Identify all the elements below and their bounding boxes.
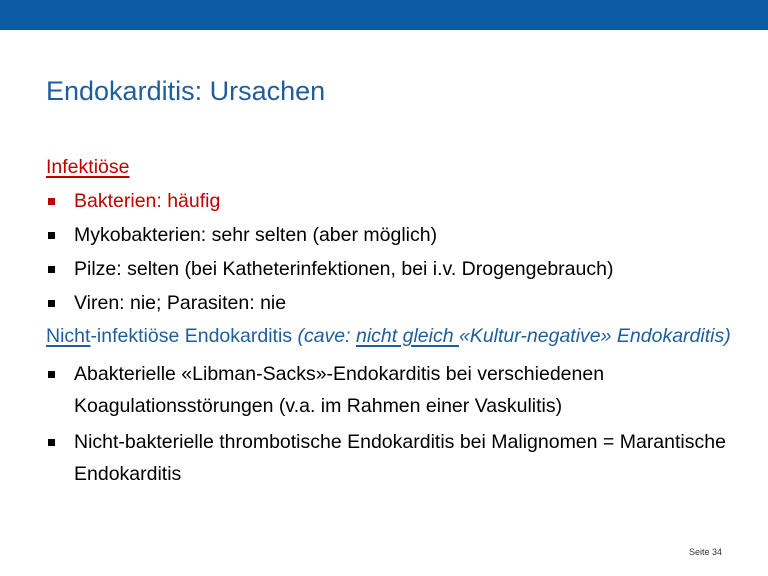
header-bar bbox=[0, 0, 768, 30]
noninfectious-causes-list bbox=[46, 358, 736, 490]
list-item-text: Viren: nie; Parasiten: nie bbox=[74, 292, 287, 314]
list-item-text: Nicht-bakterielle thrombotische Endokarditis bei Malignomen = Marantische Endokarditis bbox=[74, 431, 726, 485]
slide-title: Endokarditis: Ursachen bbox=[46, 76, 326, 106]
square-bullet-icon bbox=[48, 371, 55, 378]
list-item bbox=[46, 358, 736, 422]
square-bullet-icon bbox=[48, 439, 55, 446]
section-heading-infectious: Infektiöse bbox=[46, 156, 130, 178]
heading-note: (cave: bbox=[297, 325, 356, 347]
list-item bbox=[46, 252, 736, 286]
list-item bbox=[46, 218, 736, 252]
square-bullet-icon bbox=[48, 232, 55, 239]
heading-text: -infektiöse Endokarditis bbox=[90, 325, 298, 347]
heading-note-end: «Kultur-negative» Endokarditis) bbox=[458, 325, 731, 347]
list-item bbox=[46, 286, 736, 320]
list-item-text: Pilze: selten (bei Katheterinfektionen, bei i.v. Drogengebrauch) bbox=[74, 258, 614, 280]
infectious-causes-list bbox=[46, 184, 736, 320]
list-item-text: Abakterielle «Libman-Sacks»-Endokarditis bei verschiedenen Koagulationsstörungen (v.a. im Rahmen einer Vaskulitis) bbox=[74, 363, 605, 417]
section-heading-noninfectious bbox=[46, 321, 736, 352]
list-item bbox=[46, 184, 736, 218]
list-item bbox=[46, 426, 736, 490]
page-number: Seite 34 bbox=[688, 547, 722, 557]
square-bullet-icon bbox=[48, 300, 55, 307]
list-item-text: Bakterien: häufig bbox=[74, 190, 221, 212]
list-item-text: Mykobakterien: sehr selten (aber möglich) bbox=[74, 224, 438, 246]
square-bullet-icon bbox=[48, 266, 55, 273]
heading-underlined-word: Nicht bbox=[46, 325, 91, 347]
slide-content bbox=[46, 150, 736, 490]
heading-note-underlined: nicht gleich bbox=[356, 325, 459, 347]
square-bullet-icon bbox=[48, 198, 55, 205]
